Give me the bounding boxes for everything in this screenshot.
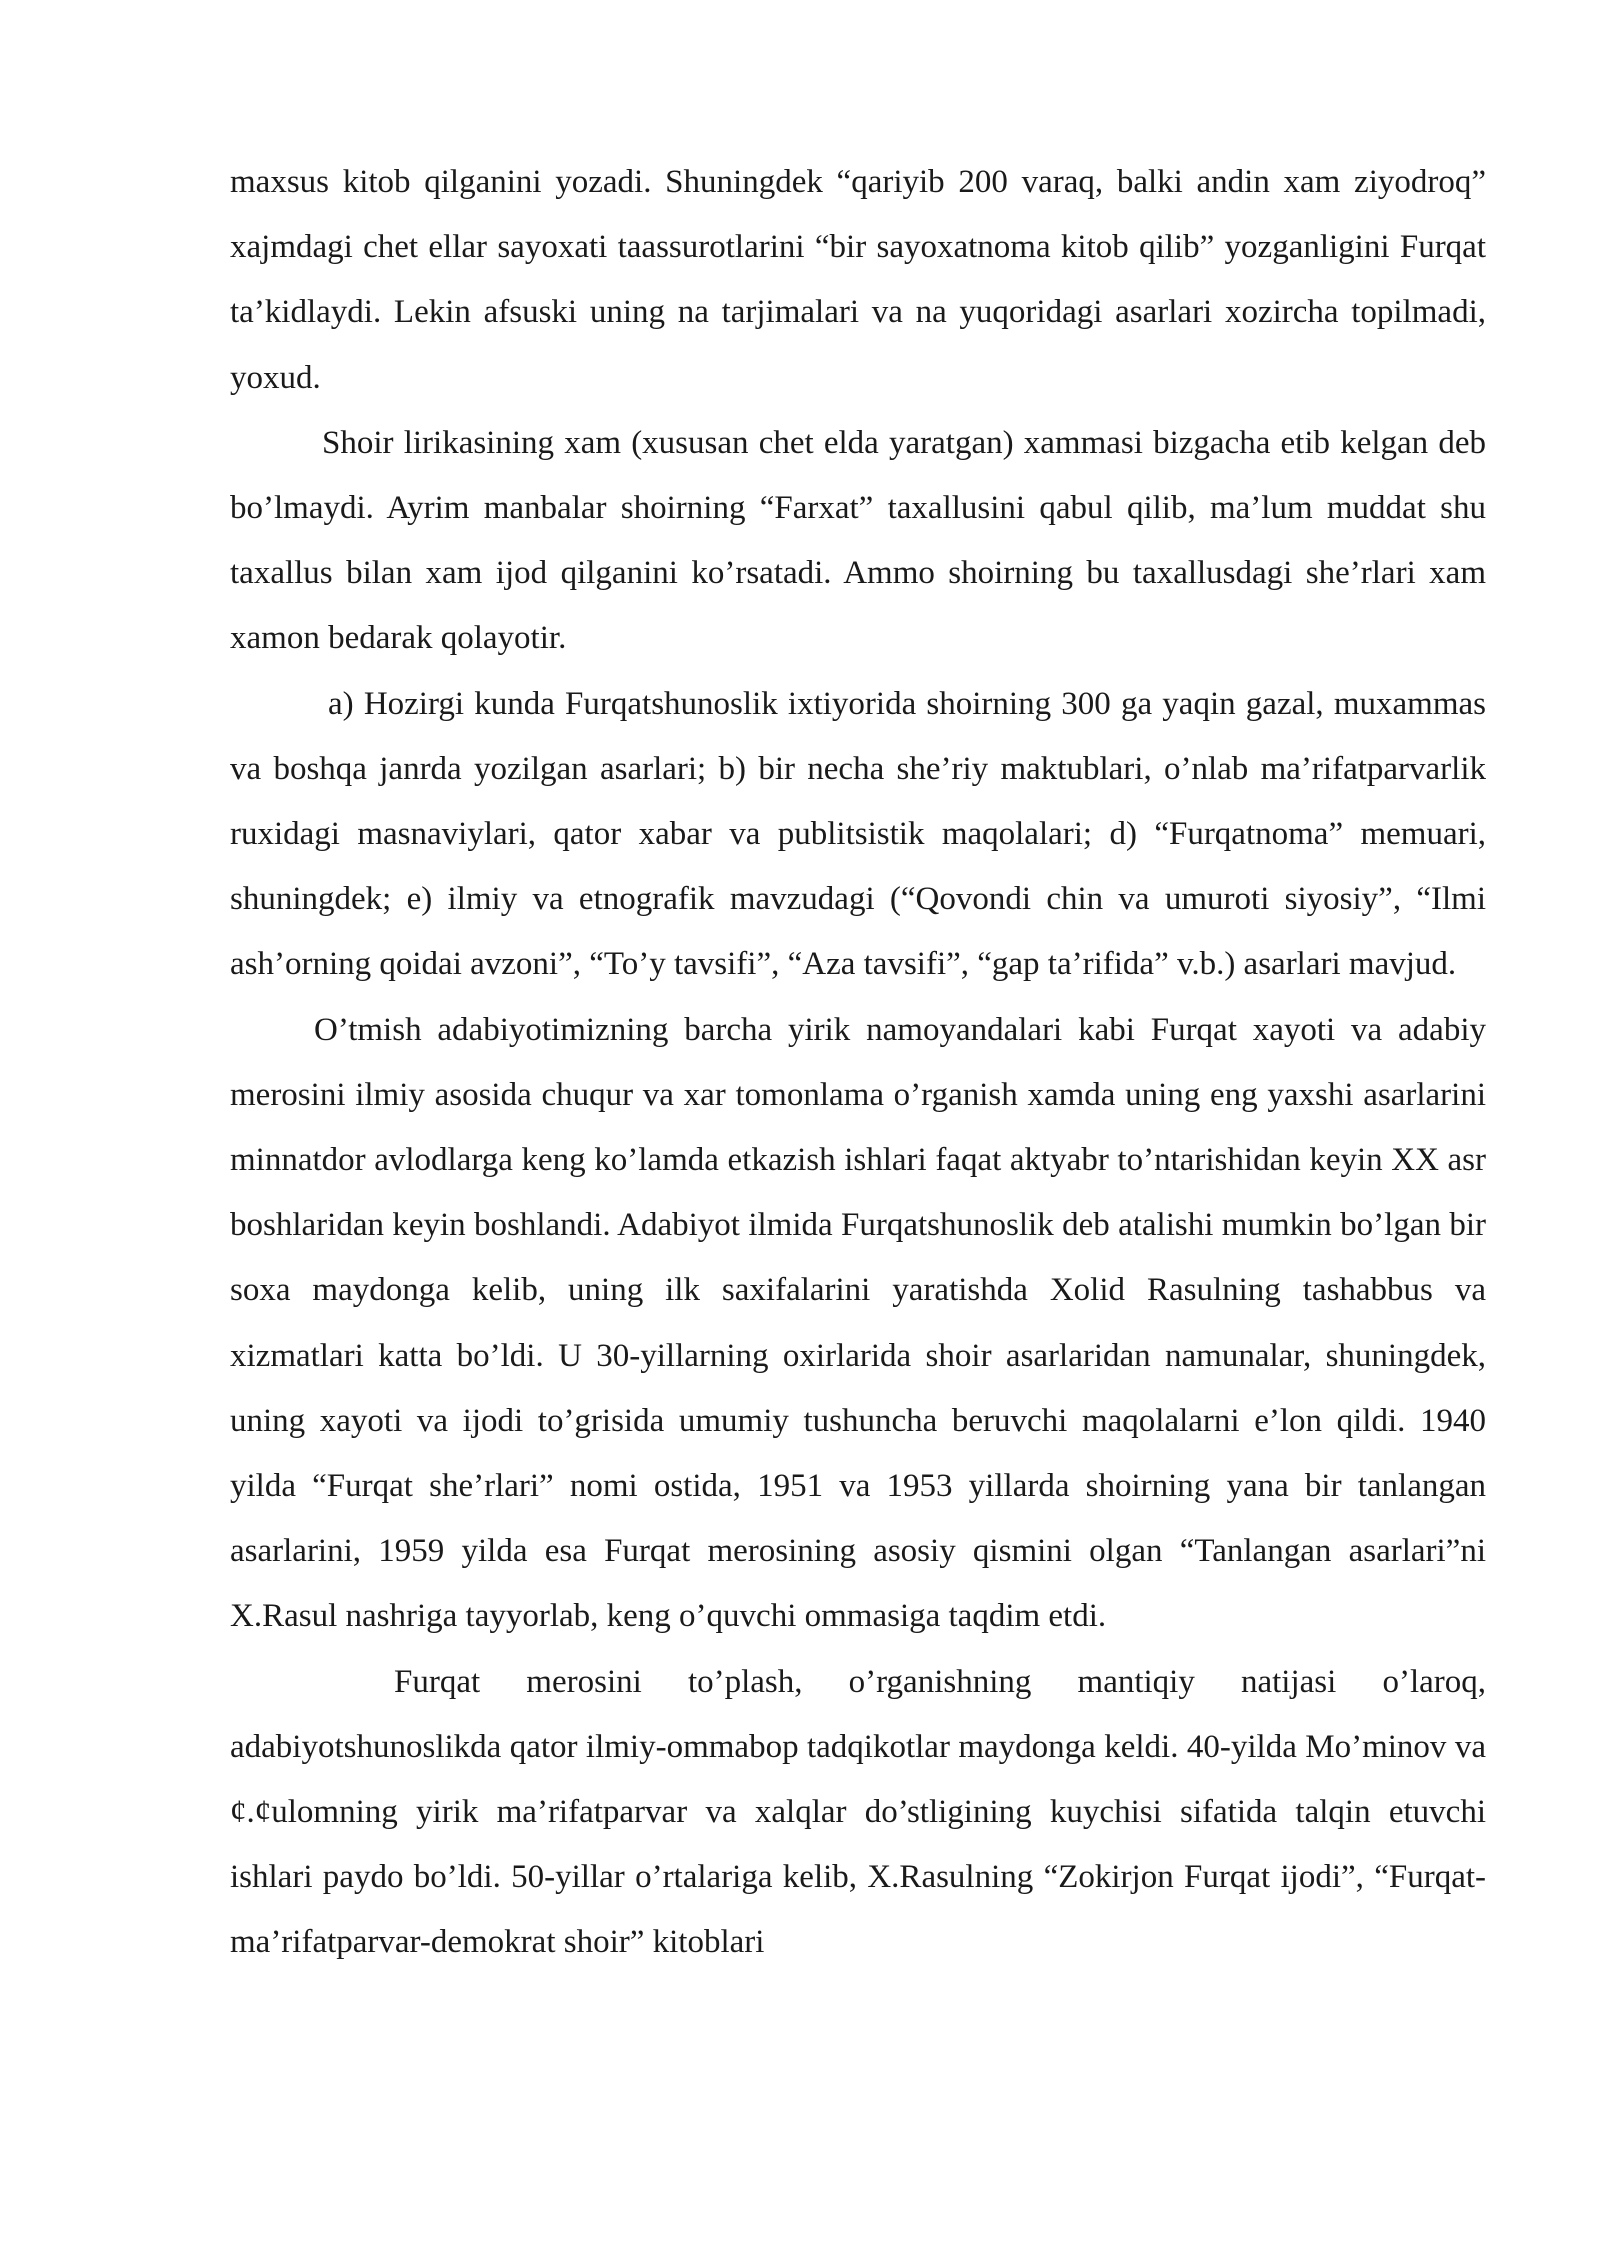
paragraph: Shoir lirikasining xam (xususan chet elda yaratgan) xammasi bizgacha etib kelgan deb bo’lmaydi. Ayrim manbalar shoirning “Farxat” taxallusini qabul qilib, ma’lum muddat shu taxallus bilan xam ijod qilganini ko’rsatadi. Ammo shoirning bu taxallusdagi she’rlari xam xamon bedarak qolayotir. — [230, 424, 1486, 657]
paragraph: maxsus kitob qilganini yozadi. Shuningdek “qariyib 200 varaq, balki andin xam ziyodroq” xajmdagi chet ellar sayoxati taassurotlarini “bir sayoxatnoma kitob qilib” yozganligini Furqat ta’kidlaydi. Lekin afsuski uning na tarjimalari va na yuqoridagi asarlari xozircha topilmadi, yoxud. — [230, 164, 1486, 396]
body-text — [230, 150, 1486, 1976]
paragraph: Furqat merosini to’plash, o’rganishning mantiqiy natijasi o’laroq, adabiyotshunoslikda qator ilmiy-ommabop tadqikotlar maydonga keldi. 40-yilda Mo’minov va ¢.¢ulomning yirik ma’rifatparvar va xalqlar do’stligining kuychisi sifatida talqin etuvchi ishlari paydo bo’ldi. 50-yillar o’rtalariga kelib, X.Rasulning “Zokirjon Furqat ijodi”, “Furqat-ma’rifatparvar-demokrat shoir” kitoblari — [230, 1663, 1486, 1961]
paragraph: O’tmish adabiyotimizning barcha yirik namoyandalari kabi Furqat xayoti va adabiy merosini ilmiy asosida chuqur va xar tomonlama o’rganish xamda uning eng yaxshi asarlarini minnatdor avlodlarga keng ko’lamda etkazish ishlari faqat aktyabr to’ntarishidan keyin XX asr boshlaridan keyin boshlandi. Adabiyot ilmida Furqatshunoslik deb atalishi mumkin bo’lgan bir soxa maydonga kelib, uning ilk saxifalarini yaratishda Xolid Rasulning tashabbus va xizmatlari katta bo’ldi. U 30-yillarning oxirlarida shoir asarlaridan namunalar, shuningdek, uning xayoti va ijodi to’grisida umumiy tushuncha beruvchi maqolalarni e’lon qildi. 1940 yilda “Furqat she’rlari” nomi ostida, 1951 va 1953 yillarda shoirning yana bir tanlangan asarlarini, 1959 yilda esa Furqat merosining asosiy qismini olgan “Tanlangan asarlari”ni X.Rasul nashriga tayyorlab, keng o’quvchi ommasiga taqdim etdi. — [230, 1011, 1486, 1635]
paragraph: a) Hozirgi kunda Furqatshunoslik ixtiyorida shoirning 300 ga yaqin gazal, muxammas va boshqa janrda yozilgan asarlari; b) bir necha she’riy maktublari, o’nlab ma’rifatparvarlik ruxidagi masnaviylari, qator xabar va publitsistik maqolalari; d) “Furqatnoma” memuari, shuningdek; e) ilmiy va etnografik mavzudagi (“Qovondi chin va umuroti siyosiy”, “Ilmi ash’orning qoidai avzoni”, “To’y tavsifi”, “Aza tavsifi”, “gap ta’rifida” v.b.) asarlari mavjud. — [230, 685, 1486, 983]
